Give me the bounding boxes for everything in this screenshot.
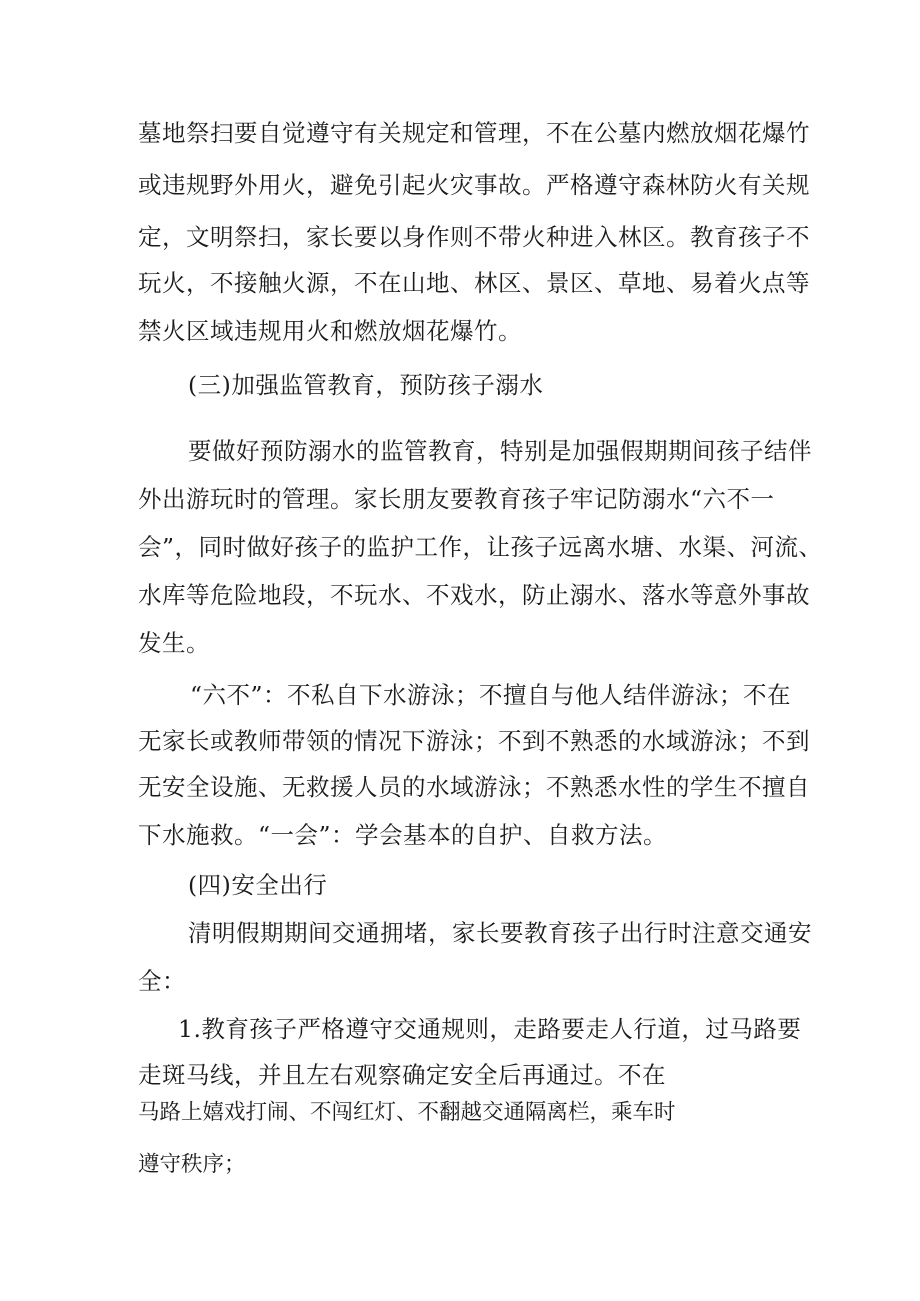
- paragraph-line: 墓地祭扫要自觉遵守有关规定和管理，不在公墓内燃放烟花爆竹: [138, 119, 810, 147]
- paragraph-line: 清明假期期间交通拥堵，家长要教育孩子出行时注意交通安: [188, 919, 812, 947]
- paragraph-line: 禁火区域违规用火和燃放烟花爆竹。: [138, 317, 522, 345]
- paragraph-line: 会”，同时做好孩子的监护工作，让孩子远离水塘、水渠、河流、: [138, 533, 823, 561]
- paragraph-line: 要做好预防溺水的监管教育，特别是加强假期期间孩子结伴: [188, 437, 812, 465]
- paragraph-line: 定，文明祭扫，家长要以身作则不带火种进入林区。教育孩子不: [138, 223, 810, 251]
- paragraph-line: 玩火，不接触火源，不在山地、林区、景区、草地、易着火点等: [138, 269, 810, 297]
- paragraph-line: 无家长或教师带领的情况下游泳；不到不熟悉的水域游泳；不到: [138, 727, 810, 755]
- paragraph-line: 无安全设施、无救援人员的水域游泳；不熟悉水性的学生不擅自: [138, 773, 810, 801]
- paragraph-line: 外出游玩时的管理。家长朋友要教育孩子牢记防溺水“六不一: [138, 485, 775, 513]
- list-item-line: 1.教育孩子严格遵守交通规则，走路要走人行道，过马路要: [178, 1015, 802, 1043]
- section-heading: (四)安全出行: [188, 871, 328, 899]
- section-heading: (三)加强监管教育，预防孩子溺水: [188, 371, 544, 399]
- list-item-line: 走斑马线，并且左右观察确定安全后再通过。不在: [138, 1061, 666, 1089]
- paragraph-line: 下水施救。“一会”：学会基本的自护、自救方法。: [138, 821, 668, 849]
- paragraph-line: 发生。: [138, 629, 210, 657]
- paragraph-line: 全：: [138, 967, 186, 995]
- paragraph-line: “六不”：不私自下水游泳；不擅自与他人结伴游泳；不在: [190, 681, 792, 709]
- list-item-line: 马路上嬉戏打闹、不闯红灯、不翻越交通隔离栏，乘车时: [138, 1100, 676, 1125]
- paragraph-line: 或违规野外用火，避免引起火灾事故。严格遵守森林防火有关规: [138, 171, 810, 199]
- paragraph-line: 水库等危险地段，不玩水、不戏水，防止溺水、落水等意外事故: [138, 581, 810, 609]
- list-item-line: 遵守秩序；: [138, 1152, 246, 1177]
